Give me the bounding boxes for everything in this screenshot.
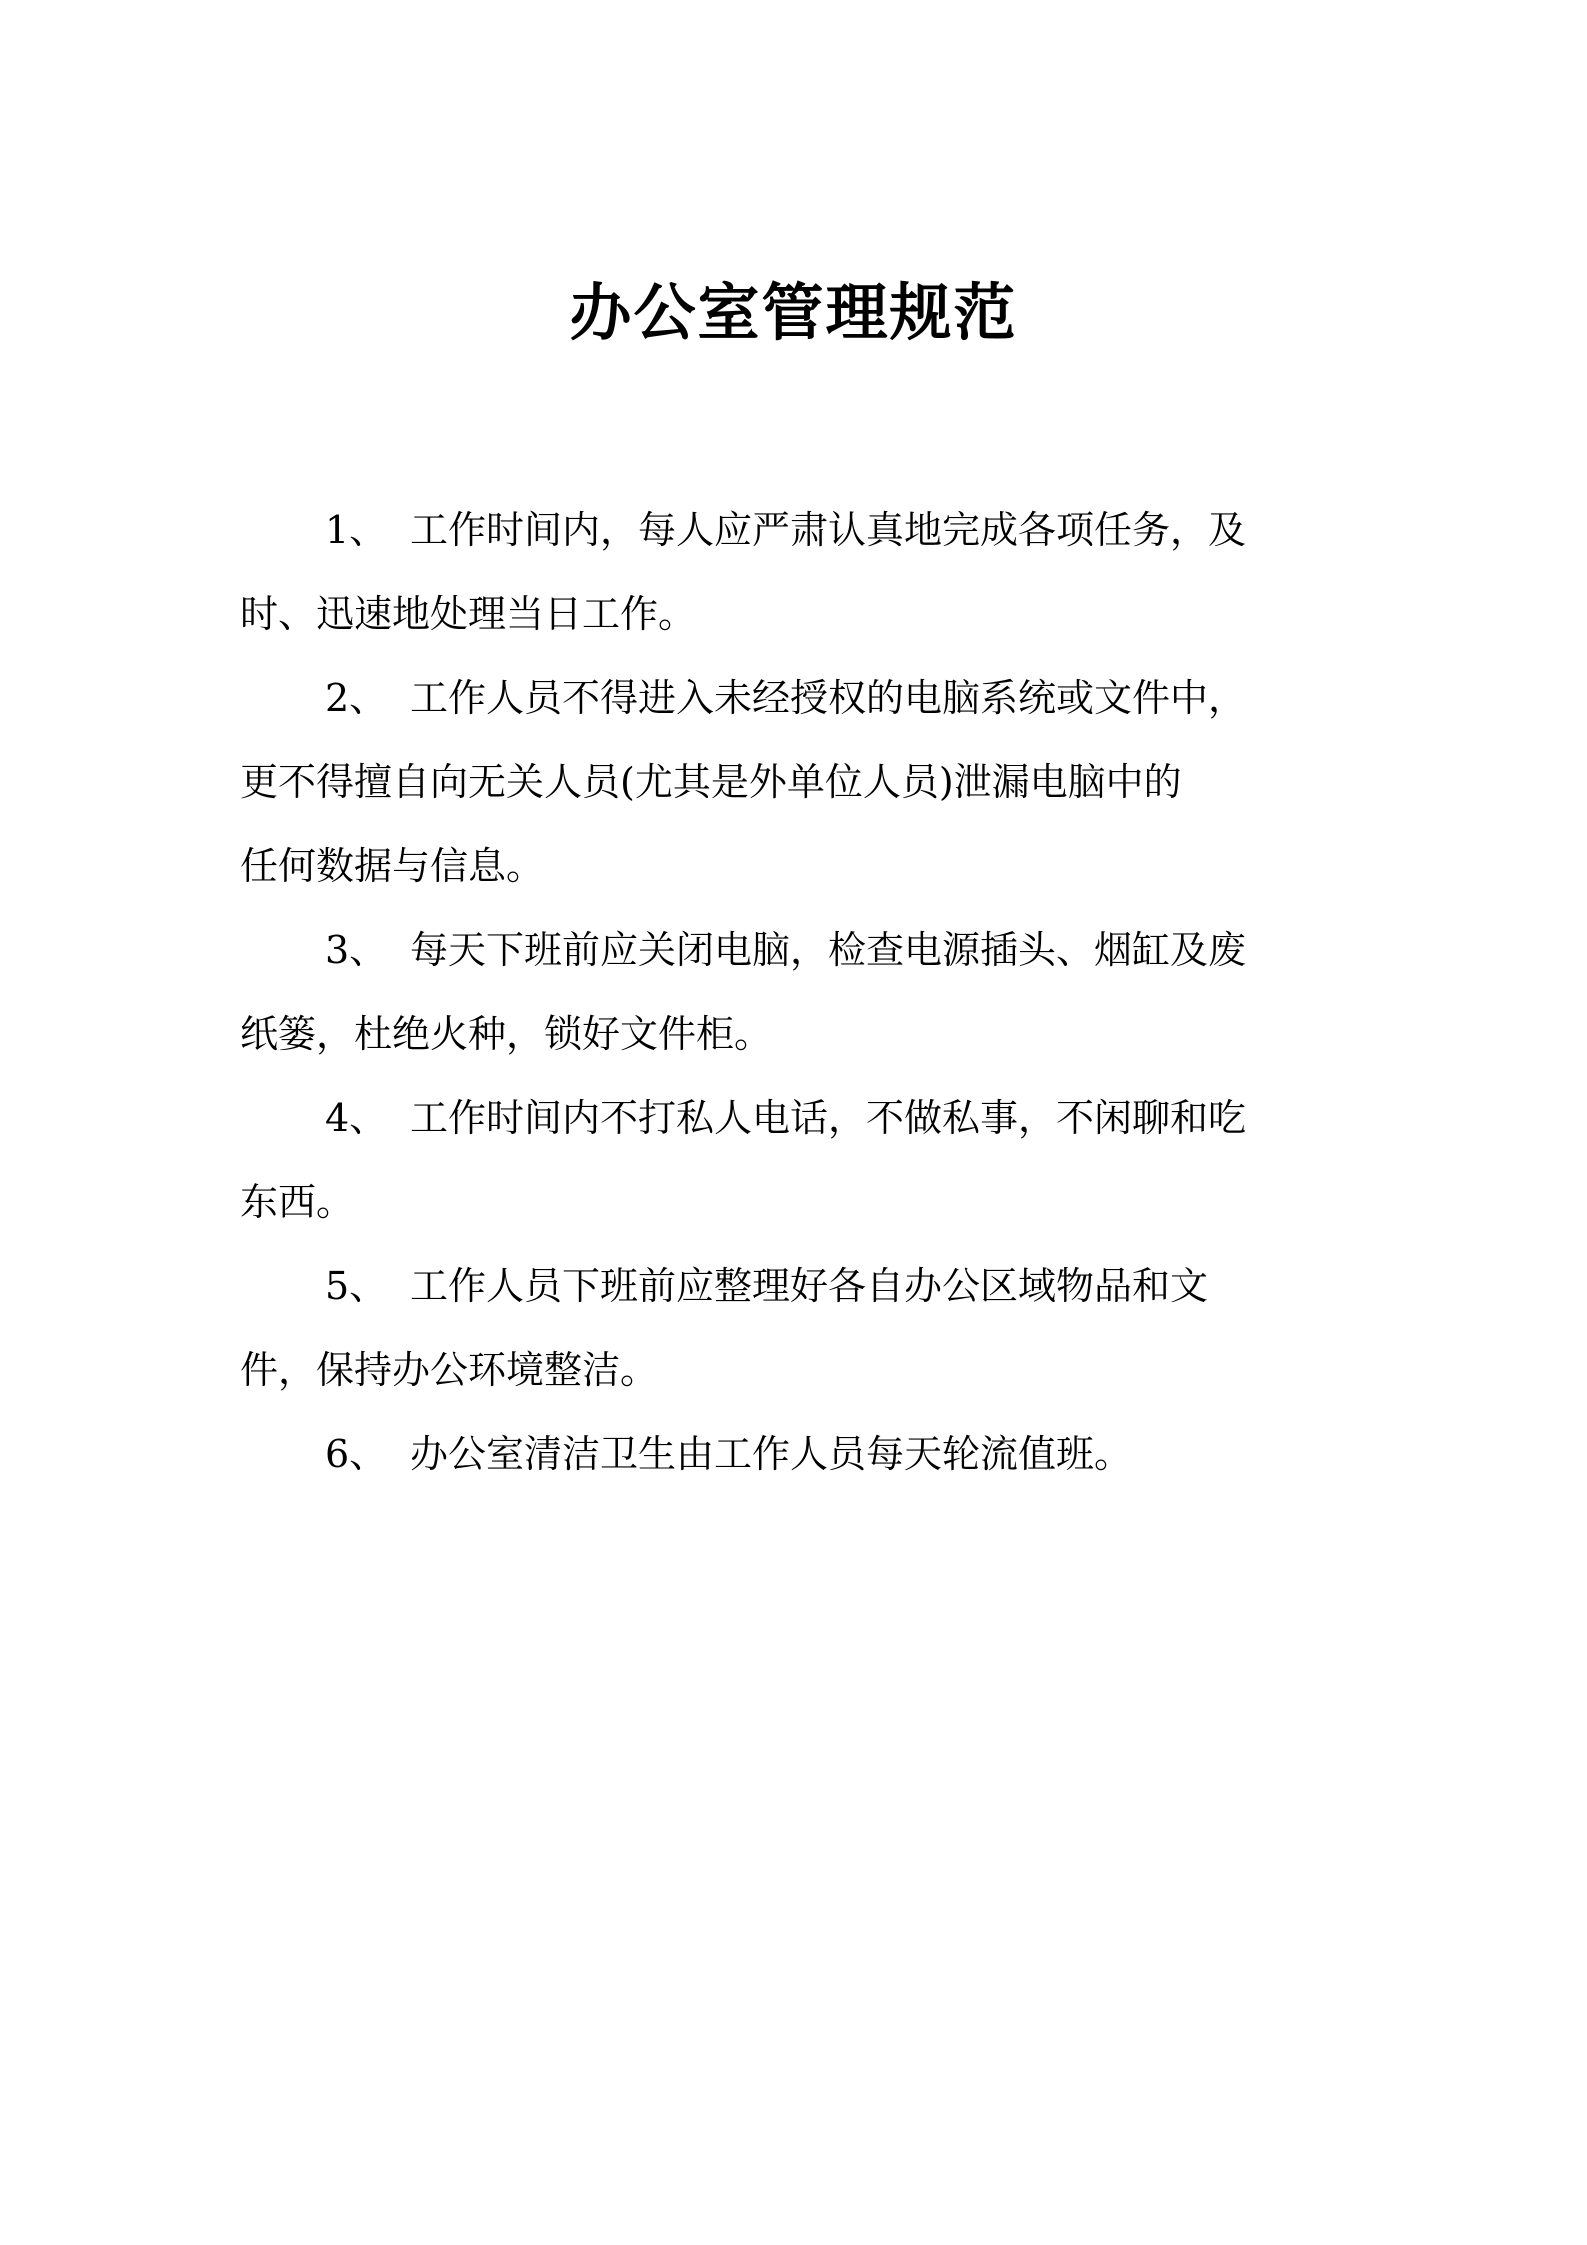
rule-item-1 bbox=[240, 488, 1380, 656]
rule-item-2 bbox=[240, 656, 1380, 908]
rule-item-5 bbox=[240, 1244, 1380, 1412]
rule-text-line: 东西。 bbox=[240, 1180, 355, 1224]
rule-item-6 bbox=[240, 1412, 1380, 1496]
rule-text-line: 工作人员不得进入未经授权的电脑系统或文件中， bbox=[410, 676, 1247, 720]
rule-text-line: 工作时间内不打私人电话，不做私事，不闲聊和吃 bbox=[410, 1096, 1247, 1140]
rule-number: 4、 bbox=[325, 1096, 388, 1140]
rule-number: 6、 bbox=[325, 1432, 388, 1476]
rule-text-line: 件，保持办公环境整洁。 bbox=[240, 1348, 659, 1392]
rule-text-line: 每天下班前应关闭电脑，检查电源插头、烟缸及废 bbox=[410, 928, 1247, 972]
rule-text-line: 纸篓，杜绝火种，锁好文件柜。 bbox=[240, 1012, 773, 1056]
rule-number: 5、 bbox=[325, 1264, 388, 1308]
rule-text-line: 办公室清洁卫生由工作人员每天轮流值班。 bbox=[410, 1432, 1133, 1476]
rule-number: 1、 bbox=[325, 508, 388, 552]
rule-text-line: 更不得擅自向无关人员(尤其是外单位人员)泄漏电脑中的 bbox=[240, 760, 1182, 804]
rule-item-4 bbox=[240, 1076, 1380, 1244]
rule-text-line: 工作人员下班前应整理好各自办公区域物品和文 bbox=[410, 1264, 1209, 1308]
rule-text-line: 工作时间内，每人应严肃认真地完成各项任务，及 bbox=[410, 508, 1247, 552]
rule-number: 2、 bbox=[325, 676, 388, 720]
document-title: 办公室管理规范 bbox=[569, 276, 1018, 349]
rule-item-3 bbox=[240, 908, 1380, 1076]
rule-number: 3、 bbox=[325, 928, 388, 972]
rules-list bbox=[240, 488, 1380, 1496]
rule-text-line: 时、迅速地处理当日工作。 bbox=[240, 592, 697, 636]
rule-text-line: 任何数据与信息。 bbox=[240, 844, 545, 888]
